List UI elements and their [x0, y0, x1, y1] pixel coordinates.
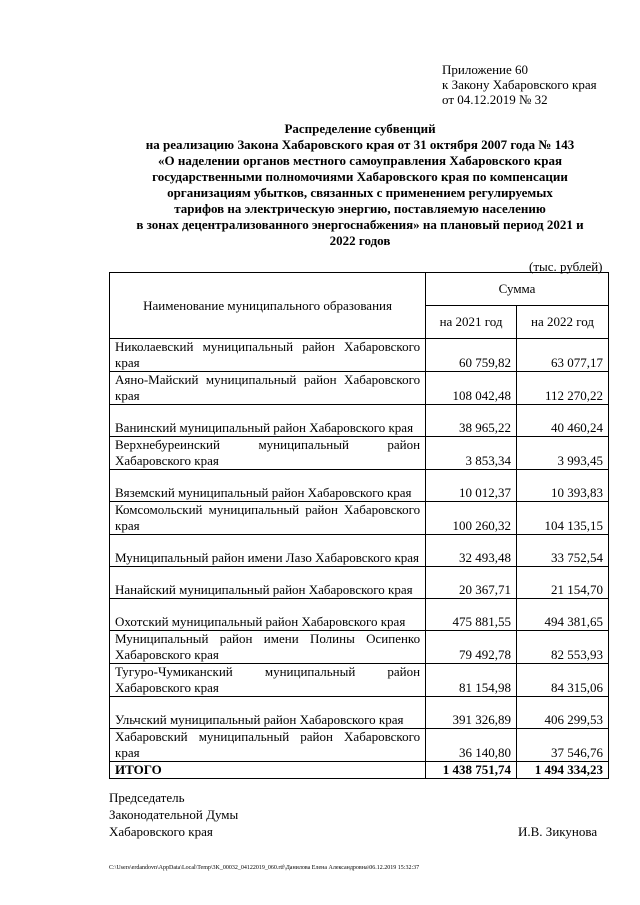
amount-2022: 33 752,54 [517, 535, 609, 567]
amount-2022: 40 460,24 [517, 405, 609, 437]
amount-2021: 36 140,80 [426, 729, 517, 762]
appendix-line-3: от 04.12.2019 № 32 [442, 92, 548, 107]
title-line-8: 2022 годов [329, 233, 391, 248]
table-row [110, 567, 609, 599]
header-sum: Сумма [426, 273, 609, 306]
title-line-7: в зонах децентрализованного энергоснабжения» на плановый период 2021 и [136, 217, 584, 232]
title-line-6: тарифов на электрическую энергию, поставляемую населению [174, 201, 546, 216]
file-path-footer: C:\Users\erdandovn\AppData\Local\Temp\3K_00032_04122019_060.rtf\Данилова Елена Александровна\06.12.2019 15:32:37 [109, 865, 420, 871]
amount-2022: 406 299,53 [517, 697, 609, 729]
municipality-name: Нанайский муниципальный район Хабаровского края [110, 567, 426, 599]
total-2021: 1 438 751,74 [426, 762, 517, 779]
municipality-name: Вяземский муниципальный район Хабаровского края [110, 470, 426, 502]
municipality-name: Комсомольский муниципальный район Хабаровского края [110, 502, 426, 535]
amount-2021: 79 492,78 [426, 631, 517, 664]
table-row [110, 729, 609, 762]
table-row [110, 437, 609, 470]
amount-2022: 63 077,17 [517, 339, 609, 372]
signature-line-2: Законодательной Думы [109, 807, 239, 822]
total-2022: 1 494 334,23 [517, 762, 609, 779]
amount-2021: 391 326,89 [426, 697, 517, 729]
table-row [110, 372, 609, 405]
municipality-name: Верхнебуреинский муниципальный район Хабаровского края [110, 437, 426, 470]
table-row [110, 631, 609, 664]
document-title [100, 121, 620, 249]
table-row [110, 470, 609, 502]
table-row [110, 535, 609, 567]
amount-2021: 3 853,34 [426, 437, 517, 470]
amount-2022: 104 135,15 [517, 502, 609, 535]
amount-2021: 81 154,98 [426, 664, 517, 697]
amount-2021: 38 965,22 [426, 405, 517, 437]
amount-2021: 32 493,48 [426, 535, 517, 567]
amount-2022: 112 270,22 [517, 372, 609, 405]
municipality-name: Хабаровский муниципальный район Хабаровского края [110, 729, 426, 762]
municipality-name: Муниципальный район имени Полины Осипенко Хабаровского края [110, 631, 426, 664]
municipality-name: Аяно-Майский муниципальный район Хабаровского края [110, 372, 426, 405]
amount-2021: 108 042,48 [426, 372, 517, 405]
appendix-header [442, 62, 597, 107]
units-label: (тыс. рублей) [529, 259, 603, 274]
signature-line-1: Председатель [109, 790, 185, 805]
table-row [110, 502, 609, 535]
amount-2022: 494 381,65 [517, 599, 609, 631]
total-row [110, 762, 609, 779]
amount-2021: 60 759,82 [426, 339, 517, 372]
amount-2021: 20 367,71 [426, 567, 517, 599]
title-line-1: Распределение субвенций [284, 121, 436, 136]
subvention-table [109, 272, 609, 779]
title-line-5: организациям убытков, связанных с применением регулируемых [167, 185, 553, 200]
title-line-4: государственными полномочиями Хабаровского края по компенсации [152, 169, 568, 184]
amount-2022: 82 553,93 [517, 631, 609, 664]
amount-2022: 3 993,45 [517, 437, 609, 470]
table-row [110, 599, 609, 631]
municipality-name: Ванинский муниципальный район Хабаровского края [110, 405, 426, 437]
header-2021: на 2021 год [426, 306, 517, 339]
header-name: Наименование муниципального образования [110, 273, 426, 339]
signature-line-3: Хабаровского края [109, 824, 213, 839]
table-row [110, 405, 609, 437]
municipality-name: Охотский муниципальный район Хабаровского края [110, 599, 426, 631]
title-line-2: на реализацию Закона Хабаровского края от 31 октября 2007 года № 143 [145, 137, 575, 152]
amount-2022: 21 154,70 [517, 567, 609, 599]
amount-2022: 10 393,83 [517, 470, 609, 502]
municipality-name: Тугуро-Чумиканский муниципальный район Хабаровского края [110, 664, 426, 697]
amount-2021: 100 260,32 [426, 502, 517, 535]
table-row [110, 697, 609, 729]
appendix-line-2: к Закону Хабаровского края [442, 77, 597, 92]
total-label: ИТОГО [110, 762, 426, 779]
signature-block [109, 789, 238, 840]
amount-2022: 84 315,06 [517, 664, 609, 697]
municipality-name: Николаевский муниципальный район Хабаровского края [110, 339, 426, 372]
title-line-3: «О наделении органов местного самоуправления Хабаровского края [158, 153, 562, 168]
appendix-line-1: Приложение 60 [442, 62, 529, 77]
amount-2021: 10 012,37 [426, 470, 517, 502]
municipality-name: Муниципальный район имени Лазо Хабаровского края [110, 535, 426, 567]
amount-2022: 37 546,76 [517, 729, 609, 762]
table-row [110, 664, 609, 697]
table-row [110, 339, 609, 372]
signatory-name: И.В. Зикунова [518, 824, 598, 839]
amount-2021: 475 881,55 [426, 599, 517, 631]
municipality-name: Ульчский муниципальный район Хабаровского края [110, 697, 426, 729]
header-2022: на 2022 год [517, 306, 609, 339]
